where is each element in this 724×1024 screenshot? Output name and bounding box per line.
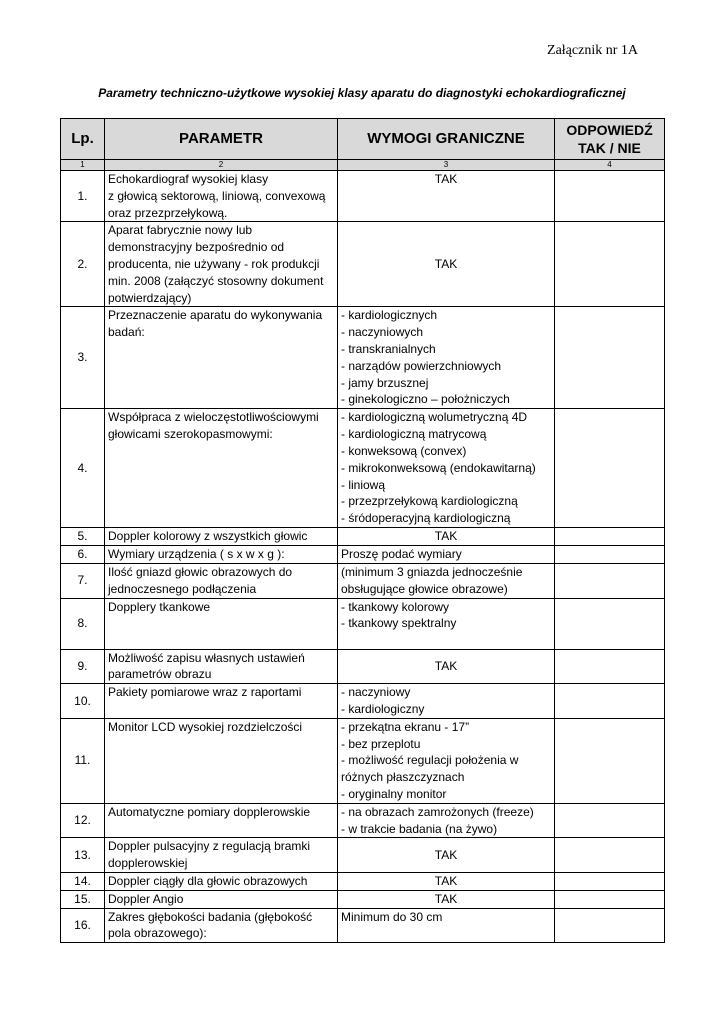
- parameter-cell: [105, 890, 338, 908]
- requirement-cell: [338, 872, 555, 890]
- answer-cell[interactable]: [555, 528, 665, 546]
- parameter-cell: [105, 307, 338, 409]
- parameter-cell: [105, 563, 338, 598]
- parameter-text: Doppler Angio: [108, 891, 184, 906]
- parameters-table: [60, 118, 665, 943]
- document-title: Parametry techniczno-użytkowe wysokiej klasy aparatu do diagnostyki echokardiograficznej: [98, 86, 626, 100]
- requirement-text: obsługujące głowice obrazowe): [341, 581, 508, 596]
- parameter-text: Automatyczne pomiary dopplerowskie: [108, 804, 311, 819]
- parameter-text: Wymiary urządzenia ( s x w x g ):: [108, 547, 285, 562]
- parameter-text: Doppler ciągły dla głowic obrazowych: [108, 873, 308, 888]
- parameter-text: głowicami szerokopasmowymi:: [108, 427, 273, 442]
- parameter-text: producenta, nie używany - rok produkcji: [108, 256, 320, 271]
- parameter-cell: [105, 838, 338, 873]
- parameter-cell: [105, 872, 338, 890]
- table-row: [61, 908, 665, 943]
- parameter-cell: [105, 718, 338, 803]
- requirement-cell: [338, 563, 555, 598]
- table-row: [61, 598, 665, 649]
- requirement-cell: [338, 546, 555, 564]
- parameter-text: potwierdzający): [108, 290, 192, 305]
- answer-cell[interactable]: [555, 546, 665, 564]
- parameter-cell: [105, 546, 338, 564]
- requirement-text: - ginekologiczno – położniczych: [341, 392, 510, 407]
- table-row: [61, 718, 665, 803]
- header-wymogi: WYMOGI GRANICZNE: [338, 119, 555, 160]
- answer-cell[interactable]: [555, 563, 665, 598]
- parameter-cell: [105, 649, 338, 684]
- row-number: 14.: [61, 872, 105, 890]
- parameter-text: Przeznaczenie aparatu do wykonywania: [108, 308, 323, 323]
- parameter-text: Doppler pulsacyjny z regulacją bramki: [108, 839, 311, 854]
- row-number: 15.: [61, 890, 105, 908]
- row-number: 16.: [61, 908, 105, 943]
- answer-cell[interactable]: [555, 222, 665, 307]
- requirement-text: - śródoperacyjną kardiologiczną: [341, 511, 511, 526]
- parameter-cell: [105, 908, 338, 943]
- requirement-text: - bez przeplotu: [341, 736, 421, 751]
- header-odpowiedz-line2: TAK / NIE: [578, 140, 641, 156]
- table-row: [61, 528, 665, 546]
- requirement-cell: [338, 908, 555, 943]
- parameter-text: Pakiety pomiarowe wraz z raportami: [108, 685, 302, 700]
- answer-cell[interactable]: [555, 171, 665, 222]
- parameter-text: pola obrazowego):: [108, 926, 207, 941]
- parameter-text: parametrów obrazu: [108, 667, 212, 682]
- parameter-text: Echokardiograf wysokiej klasy: [108, 172, 269, 186]
- header-odpowiedz: [555, 119, 665, 160]
- requirement-text: TAK: [434, 172, 458, 186]
- answer-cell[interactable]: [555, 908, 665, 943]
- row-number: 4.: [61, 409, 105, 528]
- parameter-text: z głowicą sektorową, liniową, convexową: [108, 188, 326, 203]
- header-odpowiedz-line1: ODPOWIEDŹ: [566, 122, 653, 138]
- row-number: 5.: [61, 528, 105, 546]
- requirement-text: różnych płaszczyznach: [341, 770, 465, 785]
- table-row: [61, 546, 665, 564]
- column-number: 2: [105, 160, 338, 171]
- parameter-text: Współpraca z wieloczęstotliwościowymi: [108, 410, 319, 425]
- requirement-text: - możliwość regulacji położenia w: [341, 753, 519, 768]
- requirement-text: - konweksową (convex): [341, 443, 467, 458]
- parameter-cell: [105, 598, 338, 649]
- requirement-cell: [338, 803, 555, 838]
- parameter-cell: [105, 803, 338, 838]
- answer-cell[interactable]: [555, 684, 665, 719]
- row-number: 8.: [61, 598, 105, 649]
- row-number: 10.: [61, 684, 105, 719]
- requirement-text: - naczyniowy: [341, 685, 411, 700]
- row-number: 2.: [61, 222, 105, 307]
- requirement-text: - narządów powierzchniowych: [341, 358, 502, 373]
- table-row: [61, 890, 665, 908]
- column-number: 1: [61, 160, 105, 171]
- parameter-text: Możliwość zapisu własnych ustawień: [108, 650, 305, 665]
- row-number: 13.: [61, 838, 105, 873]
- parameter-text: Zakres głębokości badania (głębokość: [108, 909, 313, 924]
- requirement-text: - oryginalny monitor: [341, 786, 447, 801]
- answer-cell[interactable]: [555, 307, 665, 409]
- table-row: [61, 803, 665, 838]
- parameter-text: Dopplery tkankowe: [108, 599, 211, 614]
- requirement-text: TAK: [434, 256, 458, 271]
- parameter-text: demonstracyjny bezpośrednio od: [108, 240, 285, 255]
- requirement-text: - liniową: [341, 477, 386, 492]
- row-number: 1.: [61, 171, 105, 222]
- answer-cell[interactable]: [555, 872, 665, 890]
- requirement-text: - w trakcie badania (na żywo): [341, 821, 498, 836]
- parameter-cell: [105, 684, 338, 719]
- parameter-text: dopplerowskiej: [108, 856, 188, 871]
- column-number: 4: [555, 160, 665, 171]
- answer-cell[interactable]: [555, 890, 665, 908]
- parameter-text: Doppler kolorowy z wszystkich głowic: [108, 529, 308, 544]
- requirement-text: - kardiologiczny: [341, 701, 425, 716]
- requirement-text: TAK: [434, 891, 458, 906]
- table-row: [61, 307, 665, 409]
- annex-label: Załącznik nr 1A: [547, 43, 638, 58]
- requirement-text: - kardiologiczną wolumetryczną 4D: [341, 410, 528, 425]
- parameter-cell: [105, 528, 338, 546]
- requirement-text: - kardiologiczną matrycową: [341, 427, 487, 442]
- parameter-text: min. 2008 (załączyć stosowny dokument: [108, 273, 324, 288]
- requirement-text: (minimum 3 gniazda jednocześnie: [341, 564, 523, 579]
- parameter-cell: [105, 171, 338, 222]
- requirement-text: - tkankowy kolorowy: [341, 599, 450, 614]
- table-row: [61, 684, 665, 719]
- parameter-text: Aparat fabrycznie nowy lub: [108, 223, 253, 238]
- parameter-text: oraz przezprzełykową.: [108, 205, 228, 220]
- requirement-cell: [338, 307, 555, 409]
- requirement-cell: [338, 409, 555, 528]
- requirement-cell: [338, 598, 555, 649]
- table-row: [61, 649, 665, 684]
- column-number: 3: [338, 160, 555, 171]
- requirement-text: - transkranialnych: [341, 341, 436, 356]
- table-row: [61, 563, 665, 598]
- header-lp: Lp.: [61, 119, 105, 160]
- requirement-text: TAK: [434, 658, 458, 673]
- requirement-text: - naczyniowych: [341, 325, 424, 340]
- requirement-cell: [338, 890, 555, 908]
- table-row: [61, 838, 665, 873]
- requirement-cell: [338, 684, 555, 719]
- parameter-cell: [105, 409, 338, 528]
- requirement-cell: [338, 718, 555, 803]
- requirement-cell: [338, 838, 555, 873]
- table-row: [61, 171, 665, 222]
- table-header-row: [61, 119, 665, 160]
- table-row: [61, 872, 665, 890]
- row-number: 9.: [61, 649, 105, 684]
- requirement-text: Minimum do 30 cm: [341, 909, 443, 924]
- requirement-cell: [338, 649, 555, 684]
- requirement-cell: [338, 528, 555, 546]
- header-parametr: PARAMETR: [105, 119, 338, 160]
- requirement-text: TAK: [434, 847, 458, 862]
- parameter-text: badań:: [108, 325, 145, 340]
- answer-cell[interactable]: [555, 803, 665, 838]
- answer-cell[interactable]: [555, 598, 665, 649]
- requirement-text: - jamy brzusznej: [341, 375, 429, 390]
- requirement-cell: [338, 171, 555, 222]
- requirement-text: - przekątna ekranu - 17”: [341, 719, 470, 734]
- requirement-text: - przezprzełykową kardiologiczną: [341, 494, 518, 509]
- requirement-text: TAK: [434, 873, 458, 888]
- answer-cell[interactable]: [555, 718, 665, 803]
- column-number-row: [61, 160, 665, 171]
- parameter-cell: [105, 222, 338, 307]
- requirement-text: - kardiologicznych: [341, 308, 438, 323]
- requirement-text: TAK: [434, 529, 458, 544]
- answer-cell[interactable]: [555, 409, 665, 528]
- answer-cell[interactable]: [555, 838, 665, 873]
- row-number: 12.: [61, 803, 105, 838]
- requirement-text: Proszę podać wymiary: [341, 547, 462, 562]
- table-row: [61, 222, 665, 307]
- requirement-text: - tkankowy spektralny: [341, 616, 457, 631]
- requirement-cell: [338, 222, 555, 307]
- table-row: [61, 409, 665, 528]
- requirement-text: - na obrazach zamrożonych (freeze): [341, 804, 534, 819]
- parameter-text: Monitor LCD wysokiej rozdzielczości: [108, 719, 303, 734]
- row-number: 7.: [61, 563, 105, 598]
- row-number: 11.: [61, 718, 105, 803]
- parameter-text: Ilość gniazd głowic obrazowych do: [108, 564, 293, 579]
- requirement-text: - mikrokonweksową (endokawitarną): [341, 460, 536, 475]
- table-body: [61, 171, 665, 943]
- answer-cell[interactable]: [555, 649, 665, 684]
- row-number: 3.: [61, 307, 105, 409]
- parameter-text: jednoczesnego podłączenia: [108, 581, 257, 596]
- row-number: 6.: [61, 546, 105, 564]
